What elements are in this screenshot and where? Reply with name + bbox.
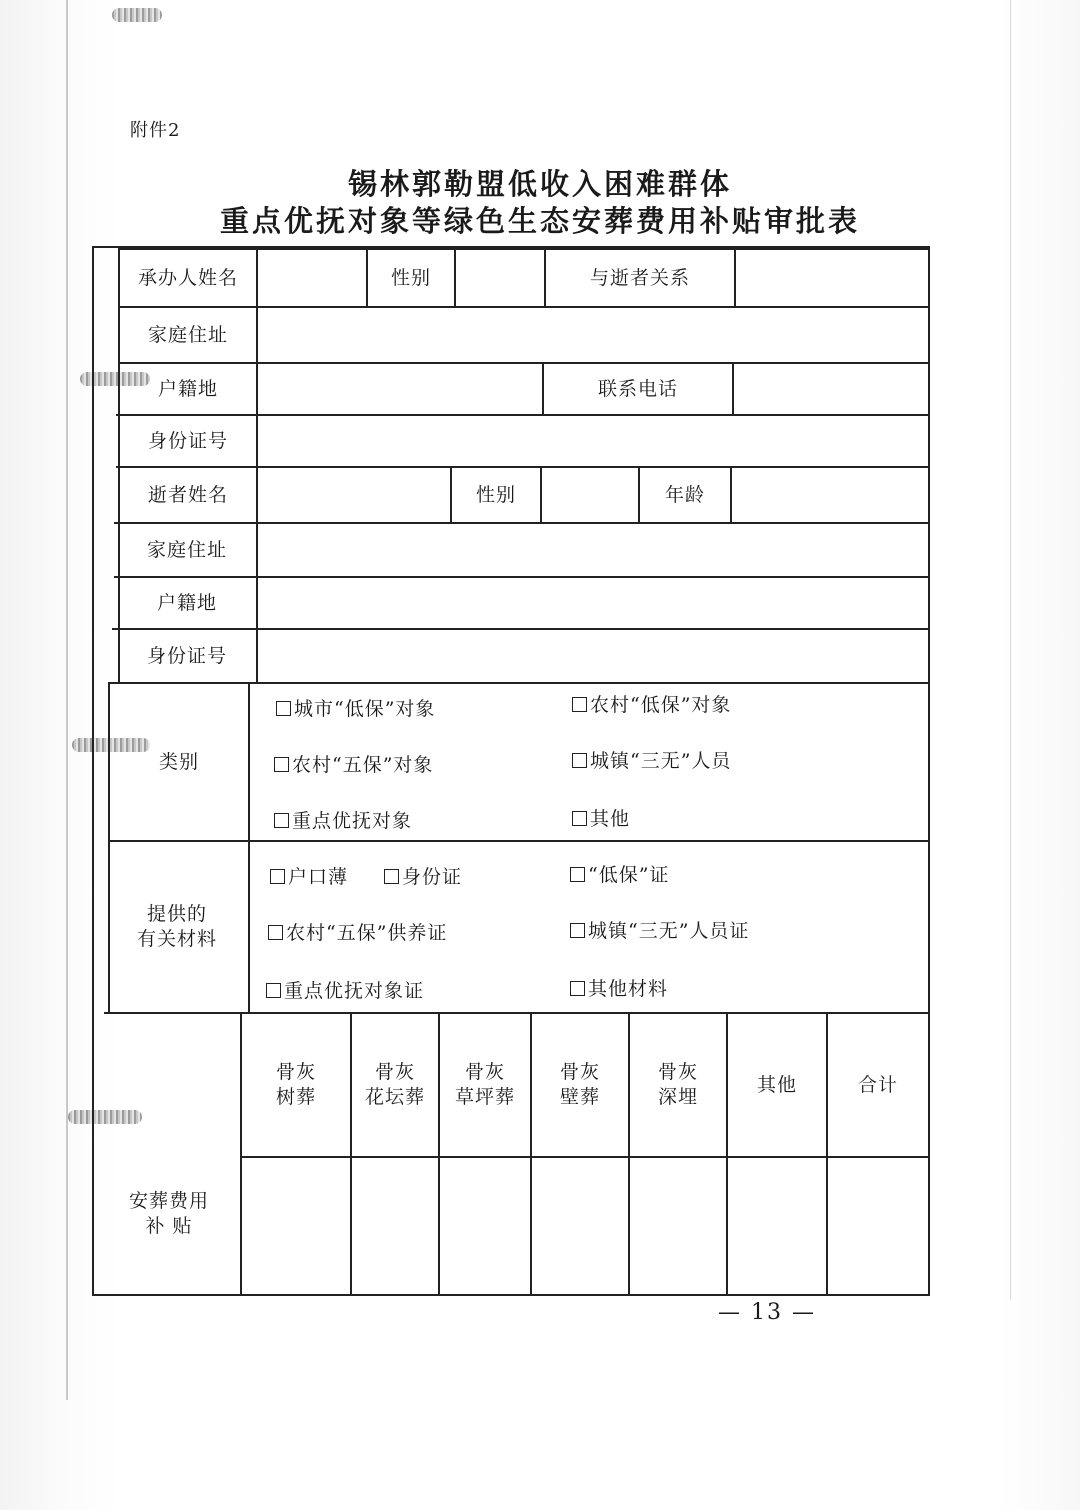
subsidy-amount-lawn[interactable]	[440, 1158, 530, 1294]
category-option-rural-wubao[interactable]: 农村“五保”对象	[274, 750, 433, 777]
deceased-gender-label: 性别	[475, 483, 516, 506]
page-number: — 13 —	[718, 1300, 816, 1325]
form-title-line1: 锡林郭勒盟低收入困难群体	[347, 167, 732, 201]
deceased-name-field[interactable]	[258, 468, 450, 522]
attachment-label: 附件2	[130, 120, 181, 141]
scan-smudge	[112, 8, 162, 22]
deceased-id-label: 身份证号	[146, 644, 227, 667]
subsidy-col-deep-burial: 骨灰 深埋	[657, 1061, 698, 1108]
checkbox-icon	[274, 757, 289, 772]
category-option-urban-sanwu[interactable]: 城镇“三无”人员	[572, 746, 731, 773]
deceased-address-field[interactable]	[258, 524, 928, 576]
subsidy-col-wall: 骨灰 壁葬	[559, 1061, 600, 1108]
checkbox-icon	[572, 811, 587, 826]
applicant-id-label: 身份证号	[147, 429, 228, 452]
deceased-age-field[interactable]	[732, 468, 928, 522]
checkbox-icon	[570, 923, 585, 938]
applicant-gender-label: 性别	[390, 266, 431, 289]
applicant-name-field[interactable]	[258, 250, 366, 306]
applicant-registry-label: 户籍地	[157, 377, 218, 400]
material-option-wubao-cert[interactable]: 农村“五保”供养证	[268, 918, 447, 945]
applicant-registry-field[interactable]	[258, 364, 542, 414]
relation-label: 与逝者关系	[589, 266, 690, 289]
checkbox-icon	[268, 925, 283, 940]
phone-field[interactable]	[734, 364, 928, 414]
deceased-address-label: 家庭住址	[146, 538, 227, 561]
subsidy-amount-deep-burial[interactable]	[630, 1158, 726, 1294]
deceased-age-label: 年龄	[664, 483, 705, 506]
subsidy-col-other: 其他	[756, 1073, 797, 1096]
deceased-registry-field[interactable]	[258, 578, 928, 628]
subsidy-col-tree: 骨灰 树葬	[275, 1061, 316, 1108]
materials-label: 提供的 有关材料	[136, 903, 217, 950]
checkbox-icon	[384, 869, 399, 884]
checkbox-icon	[266, 983, 281, 998]
applicant-address-field[interactable]	[258, 308, 928, 362]
deceased-gender-field[interactable]	[542, 468, 638, 522]
applicant-gender-field[interactable]	[456, 250, 544, 306]
subsidy-label: 安葬费用 补 贴	[128, 1190, 209, 1237]
applicant-id-field[interactable]	[258, 416, 928, 466]
applicant-address-label: 家庭住址	[147, 323, 228, 346]
checkbox-icon	[270, 869, 285, 884]
deceased-name-label: 逝者姓名	[147, 483, 228, 506]
subsidy-amount-wall[interactable]	[532, 1158, 628, 1294]
material-option-id-card[interactable]: 身份证	[384, 862, 462, 889]
checkbox-icon	[274, 813, 289, 828]
category-option-urban-dibao[interactable]: 城市“低保”对象	[276, 694, 435, 721]
subsidy-col-flowerbed: 骨灰 花坛葬	[364, 1061, 425, 1108]
material-option-hukou[interactable]: 户口薄	[270, 862, 348, 889]
applicant-name-label: 承办人姓名	[137, 266, 238, 289]
subsidy-amount-tree[interactable]	[242, 1158, 350, 1294]
approval-form-table	[92, 246, 930, 1296]
material-option-dibao-cert[interactable]: “低保”证	[570, 860, 669, 887]
deceased-registry-label: 户籍地	[156, 591, 217, 614]
category-option-rural-dibao[interactable]: 农村“低保”对象	[572, 690, 731, 717]
checkbox-icon	[276, 701, 291, 716]
form-title-line2: 重点优抚对象等绿色生态安葬费用补贴审批表	[219, 204, 860, 238]
subsidy-amount-other[interactable]	[728, 1158, 826, 1294]
subsidy-col-lawn: 骨灰 草坪葬	[454, 1061, 515, 1108]
category-option-other[interactable]: 其他	[572, 804, 630, 831]
material-option-sanwu-cert[interactable]: 城镇“三无”人员证	[570, 916, 749, 943]
category-label: 类别	[158, 750, 199, 773]
checkbox-icon	[572, 753, 587, 768]
subsidy-col-total: 合计	[857, 1073, 898, 1096]
subsidy-amount-flowerbed[interactable]	[352, 1158, 438, 1294]
subsidy-amount-total[interactable]	[828, 1158, 928, 1294]
deceased-id-field[interactable]	[258, 630, 928, 682]
relation-field[interactable]	[736, 250, 928, 306]
material-option-other[interactable]: 其他材料	[570, 974, 668, 1001]
category-option-key-entitled[interactable]: 重点优抚对象	[274, 806, 412, 833]
phone-label: 联系电话	[597, 377, 678, 400]
checkbox-icon	[570, 981, 585, 996]
checkbox-icon	[570, 867, 585, 882]
material-option-entitled-cert[interactable]: 重点优抚对象证	[266, 976, 424, 1003]
checkbox-icon	[572, 697, 587, 712]
label-column-line	[248, 682, 250, 1012]
